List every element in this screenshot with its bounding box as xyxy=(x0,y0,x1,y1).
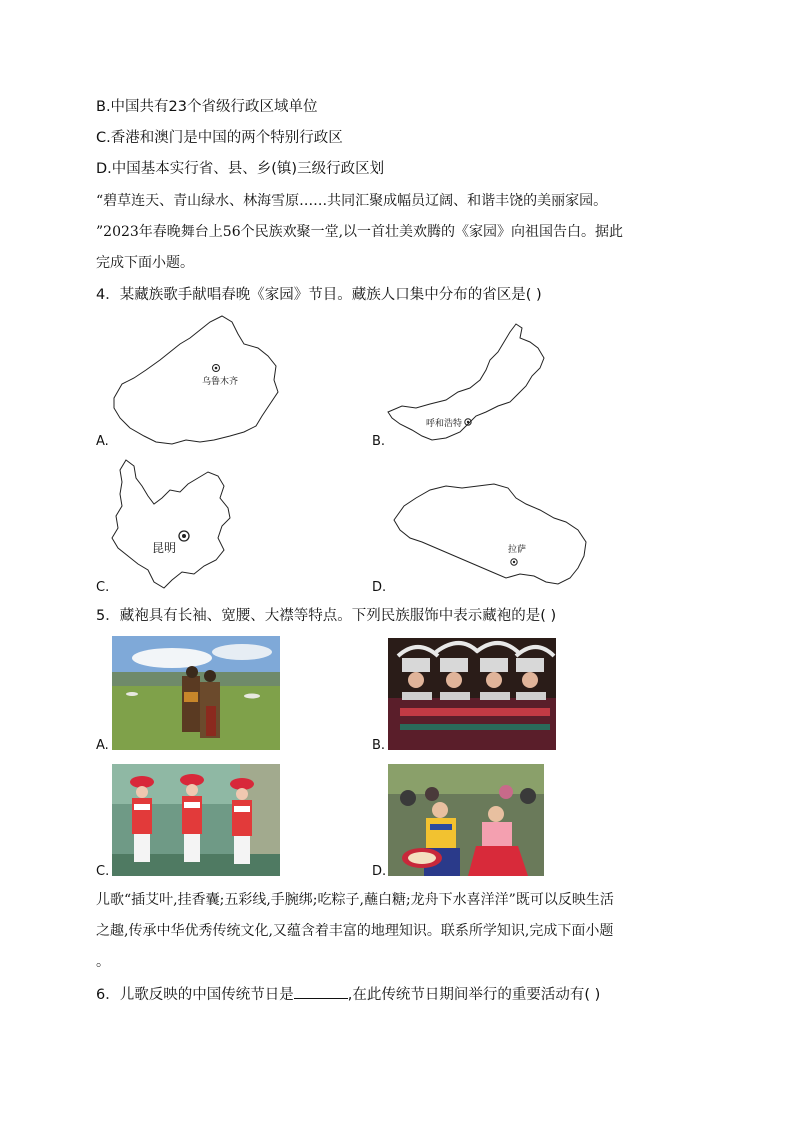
photo-korean-drum-dance xyxy=(388,764,544,876)
question-5-stem: 5．藏袍具有长袖、宽腰、大襟等特点。下列民族服饰中表示藏袍的是( ) xyxy=(96,608,557,624)
city-label-kunming: 昆明 xyxy=(152,541,177,555)
question-6-stem-part-2: ,在此传统节日期间举行的重要活动有( ) xyxy=(347,987,601,1003)
photo-tibetan-robe xyxy=(112,636,280,750)
city-label-hohhot: 呼和浩特 xyxy=(426,419,463,429)
city-label-lhasa: 拉萨 xyxy=(508,545,527,555)
option-q5-c: C. xyxy=(96,864,110,879)
option-q3-d: D.中国基本实行省、县、乡(镇)三级行政区划 xyxy=(96,161,385,177)
option-q5-a: A. xyxy=(96,738,109,753)
question-4-stem: 4．某藏族歌手献唱春晚《家园》节目。藏族人口集中分布的省区是( ) xyxy=(96,287,542,303)
option-q5-d: D. xyxy=(372,864,387,879)
city-label-urumqi: 乌鲁木齐 xyxy=(202,377,239,387)
option-q3-c: C.香港和澳门是中国的两个特别行政区 xyxy=(96,130,343,146)
map-tibet xyxy=(390,480,590,590)
option-q4-b: B. xyxy=(372,434,386,449)
question-6-stem-part-1: 6．儿歌反映的中国传统节日是 xyxy=(96,987,294,1003)
option-q5-b: B. xyxy=(372,738,386,753)
map-xinjiang xyxy=(110,312,282,448)
map-inner-mongolia xyxy=(386,320,548,448)
intro-paragraph-1-line-2: ”2023年春晚舞台上56个民族欢聚一堂,以一首壮美欢腾的《家园》向祖国告白。据此 xyxy=(96,224,624,240)
option-q4-c: C. xyxy=(96,580,110,595)
option-q4-d: D. xyxy=(372,580,387,595)
option-q4-a: A. xyxy=(96,434,109,449)
intro-paragraph-2-line-2: 之趣,传承中华优秀传统文化,又蕴含着丰富的地理知识。联系所学知识,完成下面小题 xyxy=(96,923,614,939)
option-q3-b: B.中国共有23个省级行政区域单位 xyxy=(96,99,318,115)
answer-blank[interactable] xyxy=(294,984,348,999)
map-yunnan xyxy=(108,456,236,594)
question-6-stem xyxy=(96,984,600,1005)
intro-paragraph-2-line-1: 儿歌“插艾叶,挂香囊;五彩线,手腕绑;吃粽子,蘸白糖;龙舟下水喜洋洋”既可以反映生活 xyxy=(96,892,614,908)
photo-bai-dancers xyxy=(112,764,280,876)
intro-paragraph-1-line-3: 完成下面小题。 xyxy=(96,255,194,271)
photo-miao-silver xyxy=(388,638,556,750)
intro-paragraph-1-line-1: “碧草连天、青山绿水、林海雪原……共同汇聚成幅员辽阔、和谐丰饶的美丽家园。 xyxy=(96,193,608,209)
intro-paragraph-2-line-3: 。 xyxy=(96,954,110,970)
